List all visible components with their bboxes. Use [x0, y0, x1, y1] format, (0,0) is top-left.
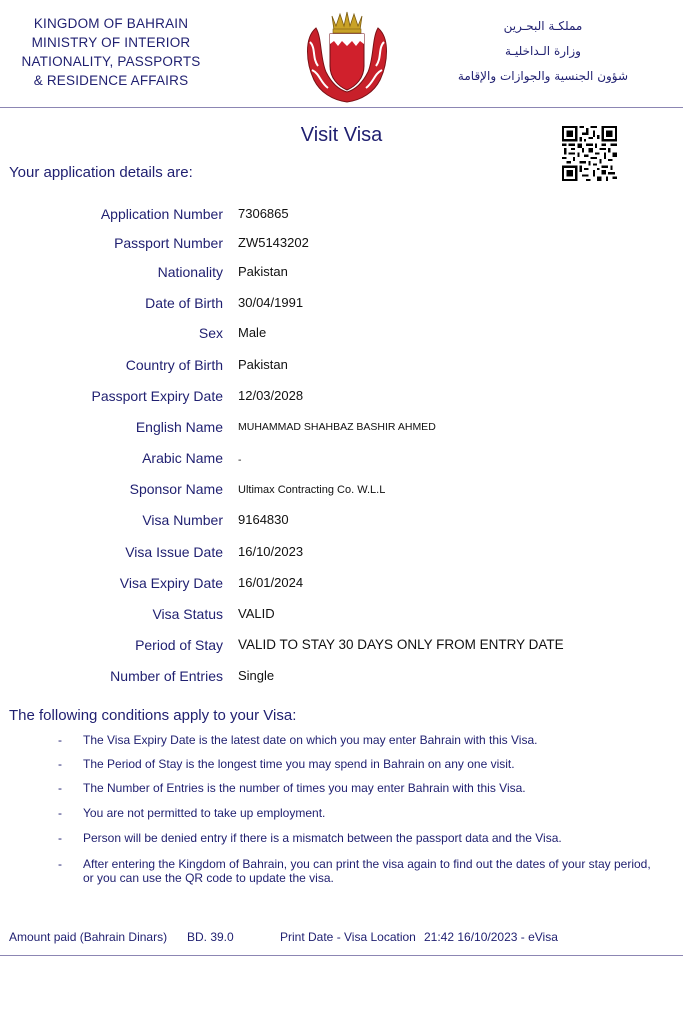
detail-row-sex — [0, 325, 683, 347]
header-arabic — [453, 14, 633, 89]
print-date-label: Print Date - Visa Location — [280, 930, 416, 944]
detail-row-passport-expiry — [0, 388, 683, 410]
detail-value: Pakistan — [238, 264, 288, 279]
print-date-value: 21:42 16/10/2023 - eVisa — [424, 930, 558, 944]
header-line: MINISTRY OF INTERIOR — [31, 35, 191, 50]
conditions-title: The following conditions apply to your Visa: — [9, 707, 297, 724]
detail-value: 16/01/2024 — [238, 575, 304, 590]
detail-row-visa-expiry-date — [0, 575, 683, 597]
detail-label: Application Number — [100, 206, 223, 222]
condition-text: Person will be denied entry if there is a mismatch between the passport data and the Visa. — [83, 831, 562, 845]
detail-label: Visa Status — [152, 606, 223, 622]
detail-row-date-of-birth — [0, 295, 683, 317]
page-title: Visit Visa — [300, 124, 383, 146]
bahrain-coat-of-arms-icon — [302, 8, 392, 104]
detail-row-arabic-name — [0, 450, 683, 472]
condition-text: The Visa Expiry Date is the latest date on which you may enter Bahrain with this Visa. — [83, 733, 538, 747]
bullet-dash: - — [58, 806, 62, 820]
bullet-dash: - — [58, 857, 62, 871]
detail-value: 9164830 — [238, 512, 289, 527]
detail-row-number-of-entries — [0, 668, 683, 690]
header-arabic-line: مملكـة البحـرين — [503, 19, 583, 33]
detail-value: Single — [238, 668, 275, 683]
detail-row-passport-number — [0, 235, 683, 257]
header-english — [14, 14, 208, 90]
amount-paid-value: BD. 39.0 — [187, 930, 234, 944]
amount-paid-label: Amount paid (Bahrain Dinars) — [9, 930, 168, 944]
detail-row-visa-number — [0, 512, 683, 534]
detail-value: MUHAMMAD SHAHBAZ BASHIR AHMED — [238, 421, 436, 433]
bullet-dash: - — [58, 757, 62, 771]
detail-label: Country of Birth — [125, 357, 223, 373]
detail-value: Male — [238, 325, 267, 340]
detail-label: Visa Number — [142, 512, 223, 528]
footer-divider — [0, 955, 683, 956]
detail-label: English Name — [135, 419, 223, 435]
detail-label: Visa Issue Date — [125, 544, 223, 560]
detail-value: Ultimax Contracting Co. W.L.L — [238, 484, 386, 496]
bullet-dash: - — [58, 781, 62, 795]
header-divider — [0, 107, 683, 108]
condition-text: You are not permitted to take up employment. — [83, 806, 326, 820]
condition-text: After entering the Kingdom of Bahrain, you can print the visa again to find out the dates of your stay period, or you can use the QR code to update the visa. — [83, 857, 651, 885]
header-arabic-line: وزارة الـداخليـة — [505, 44, 581, 58]
detail-row-application-number — [0, 206, 683, 228]
detail-row-visa-issue-date — [0, 544, 683, 566]
detail-row-sponsor-name — [0, 481, 683, 503]
detail-value: 7306865 — [238, 206, 289, 221]
application-intro: Your application details are: — [9, 164, 193, 181]
detail-row-nationality — [0, 264, 683, 286]
detail-value: ZW5143202 — [238, 235, 309, 250]
detail-label: Passport Expiry Date — [91, 388, 223, 404]
bullet-dash: - — [58, 733, 62, 747]
condition-text: The Period of Stay is the longest time you may spend in Bahrain on any one visit. — [83, 757, 515, 771]
detail-label: Nationality — [157, 264, 223, 280]
detail-value: 12/03/2028 — [238, 388, 304, 403]
detail-value: VALID TO STAY 30 DAYS ONLY FROM ENTRY DATE — [238, 637, 564, 652]
detail-value: Pakistan — [238, 357, 288, 372]
qr-code-icon[interactable] — [562, 126, 617, 181]
detail-row-visa-status — [0, 606, 683, 628]
detail-value: 16/10/2023 — [238, 544, 304, 559]
detail-row-period-of-stay — [0, 637, 683, 659]
header-line: NATIONALITY, PASSPORTS — [21, 54, 201, 69]
header-arabic-line: شؤون الجنسية والجوازات والإقامة — [457, 69, 629, 83]
detail-row-country-of-birth — [0, 357, 683, 379]
header-line: KINGDOM OF BAHRAIN — [33, 16, 189, 31]
detail-label: Visa Expiry Date — [119, 575, 223, 591]
detail-label: Period of Stay — [135, 637, 223, 653]
detail-row-english-name — [0, 419, 683, 441]
detail-value: - — [238, 454, 242, 466]
detail-label: Arabic Name — [142, 450, 223, 466]
bullet-dash: - — [58, 831, 62, 845]
detail-value: VALID — [238, 606, 275, 621]
detail-label: Passport Number — [114, 235, 223, 251]
detail-label: Number of Entries — [110, 668, 223, 684]
header-line: & RESIDENCE AFFAIRS — [33, 73, 189, 88]
detail-label: Sponsor Name — [129, 481, 223, 497]
condition-text: The Number of Entries is the number of times you may enter Bahrain with this Visa. — [83, 781, 526, 795]
detail-label: Sex — [198, 325, 223, 341]
detail-label: Date of Birth — [145, 295, 223, 311]
detail-value: 30/04/1991 — [238, 295, 304, 310]
